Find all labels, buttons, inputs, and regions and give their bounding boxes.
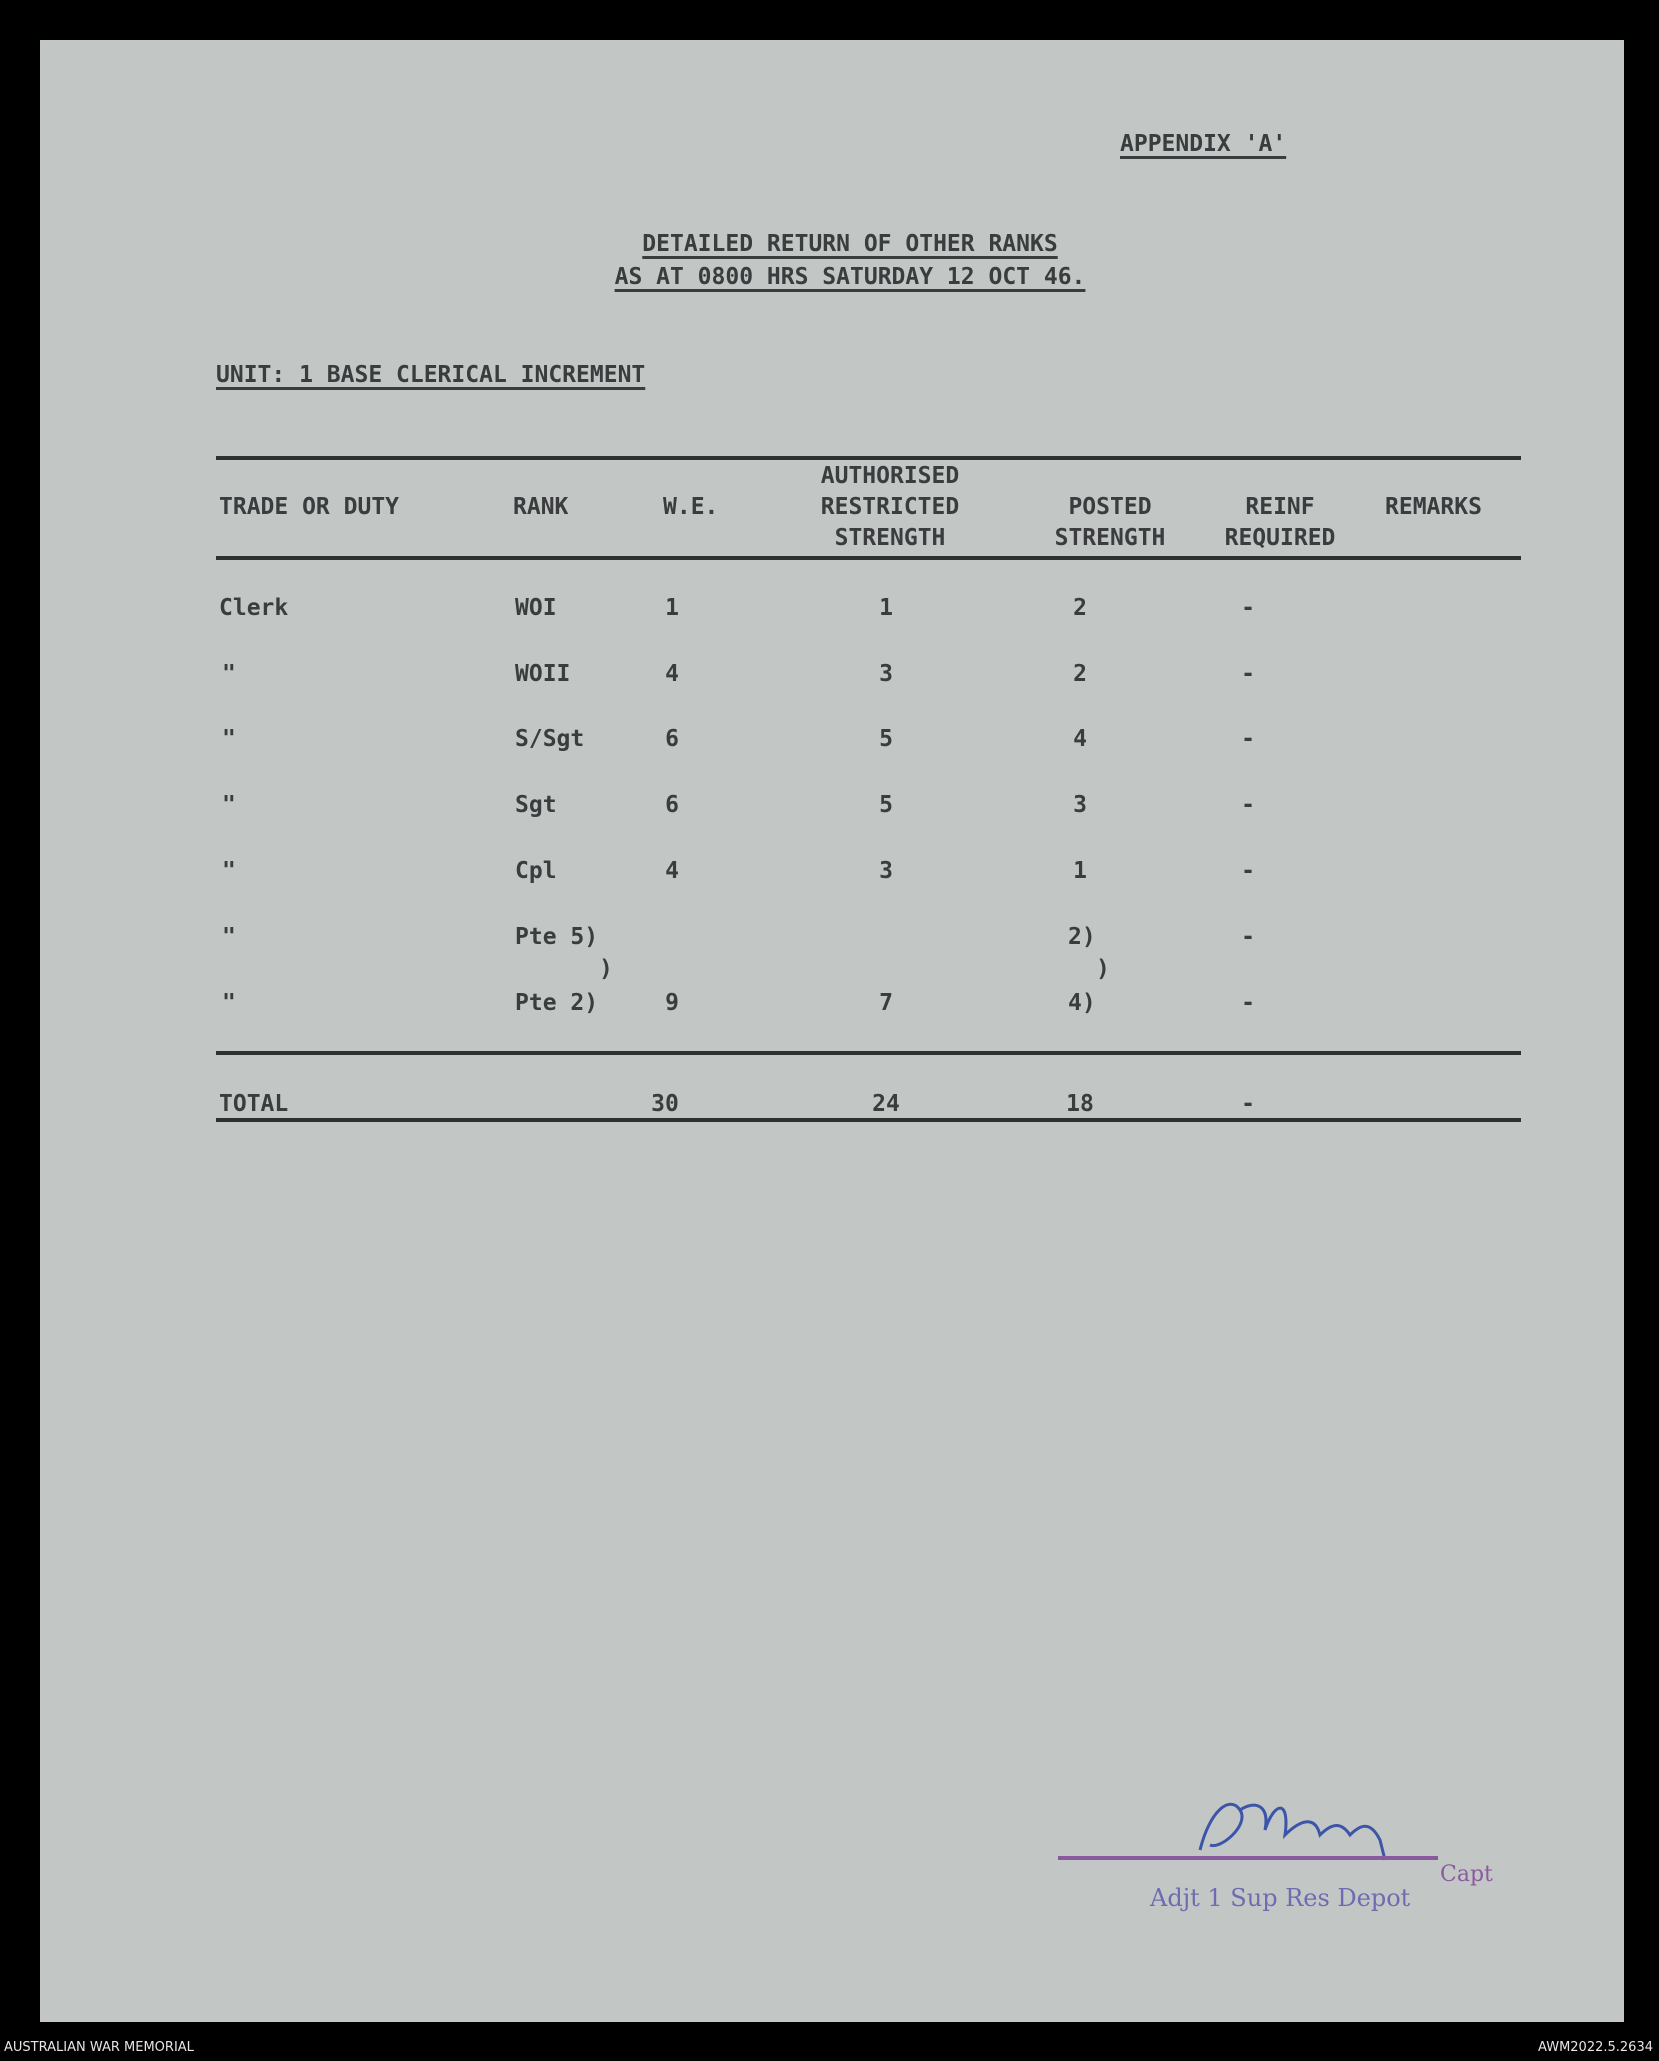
title-line-1: DETAILED RETURN OF OTHER RANKS bbox=[642, 231, 1058, 257]
cell-rank: WOII bbox=[515, 661, 571, 687]
cell-reinf: - bbox=[1241, 661, 1255, 687]
cell-we: 1 bbox=[665, 595, 679, 621]
cell-trade: " bbox=[222, 924, 236, 950]
cell-auth: 7 bbox=[879, 990, 893, 1016]
posted-bracket-mid: ) bbox=[1096, 956, 1110, 982]
header-posted-1: POSTED bbox=[1068, 494, 1152, 520]
footer-archive: AUSTRALIAN WAR MEMORIAL bbox=[4, 2040, 194, 2055]
cell-auth: 3 bbox=[879, 858, 893, 884]
cell-trade: " bbox=[222, 990, 236, 1016]
cell-posted: 2 bbox=[1073, 595, 1087, 621]
header-auth-1: AUTHORISED bbox=[820, 463, 960, 489]
cell-rank: Sgt bbox=[515, 792, 557, 818]
table-top-rule bbox=[216, 456, 1521, 460]
cell-rank: Cpl bbox=[515, 858, 557, 884]
cell-we: 9 bbox=[665, 990, 679, 1016]
cell-rank: Pte 5) bbox=[515, 924, 599, 950]
cell-reinf: - bbox=[1241, 924, 1255, 950]
cell-trade: " bbox=[222, 661, 236, 687]
header-remarks: REMARKS bbox=[1385, 494, 1482, 520]
cell-auth: 5 bbox=[879, 726, 893, 752]
cell-reinf: - bbox=[1241, 792, 1255, 818]
appendix-heading: APPENDIX 'A' bbox=[1120, 131, 1287, 157]
cell-reinf: - bbox=[1241, 858, 1255, 884]
document-page bbox=[40, 40, 1624, 2022]
total-we: 30 bbox=[651, 1091, 679, 1117]
cell-reinf: - bbox=[1241, 990, 1255, 1016]
stamp-rank: Capt bbox=[1440, 1862, 1493, 1887]
cell-trade: " bbox=[222, 726, 236, 752]
cell-reinf: - bbox=[1241, 726, 1255, 752]
header-reinf-1: REINF bbox=[1245, 494, 1315, 520]
cell-auth: 1 bbox=[879, 595, 893, 621]
cell-we: 6 bbox=[665, 792, 679, 818]
header-auth-3: STRENGTH bbox=[834, 525, 946, 551]
cell-posted: 4 bbox=[1073, 726, 1087, 752]
stamp-signature-line bbox=[1058, 1856, 1438, 1860]
header-trade: TRADE OR DUTY bbox=[219, 494, 400, 520]
cell-posted: 2) bbox=[1068, 924, 1096, 950]
unit-label: UNIT: 1 BASE CLERICAL INCREMENT bbox=[216, 362, 646, 388]
cell-rank: Pte 2) bbox=[515, 990, 599, 1016]
cell-we: 6 bbox=[665, 726, 679, 752]
rank-bracket-mid: ) bbox=[599, 956, 613, 982]
header-reinf-2: REQUIRED bbox=[1224, 525, 1336, 551]
cell-posted: 3 bbox=[1073, 792, 1087, 818]
cell-posted: 1 bbox=[1073, 858, 1087, 884]
header-bottom-rule bbox=[216, 556, 1521, 560]
cell-rank: S/Sgt bbox=[515, 726, 585, 752]
cell-auth: 5 bbox=[879, 792, 893, 818]
cell-posted: 4) bbox=[1068, 990, 1096, 1016]
total-reinf: - bbox=[1241, 1091, 1255, 1117]
cell-trade: " bbox=[222, 858, 236, 884]
cell-rank: WOI bbox=[515, 595, 557, 621]
total-auth: 24 bbox=[872, 1091, 900, 1117]
cell-posted: 2 bbox=[1073, 661, 1087, 687]
cell-trade: Clerk bbox=[219, 595, 289, 621]
cell-auth: 3 bbox=[879, 661, 893, 687]
stamp-role: Adjt 1 Sup Res Depot bbox=[1150, 1884, 1411, 1912]
total-top-rule bbox=[216, 1051, 1521, 1055]
total-bottom-rule bbox=[216, 1118, 1521, 1122]
cell-trade: " bbox=[222, 792, 236, 818]
cell-reinf: - bbox=[1241, 595, 1255, 621]
header-auth-2: RESTRICTED bbox=[820, 494, 960, 520]
total-label: TOTAL bbox=[219, 1091, 289, 1117]
header-we: W.E. bbox=[663, 494, 719, 520]
header-posted-2: STRENGTH bbox=[1054, 525, 1166, 551]
header-rank: RANK bbox=[513, 494, 569, 520]
footer-reference: AWM2022.5.2634 bbox=[1538, 2040, 1653, 2055]
cell-we: 4 bbox=[665, 661, 679, 687]
title-line-2: AS AT 0800 HRS SATURDAY 12 OCT 46. bbox=[614, 264, 1086, 290]
total-posted: 18 bbox=[1066, 1091, 1094, 1117]
cell-we: 4 bbox=[665, 858, 679, 884]
